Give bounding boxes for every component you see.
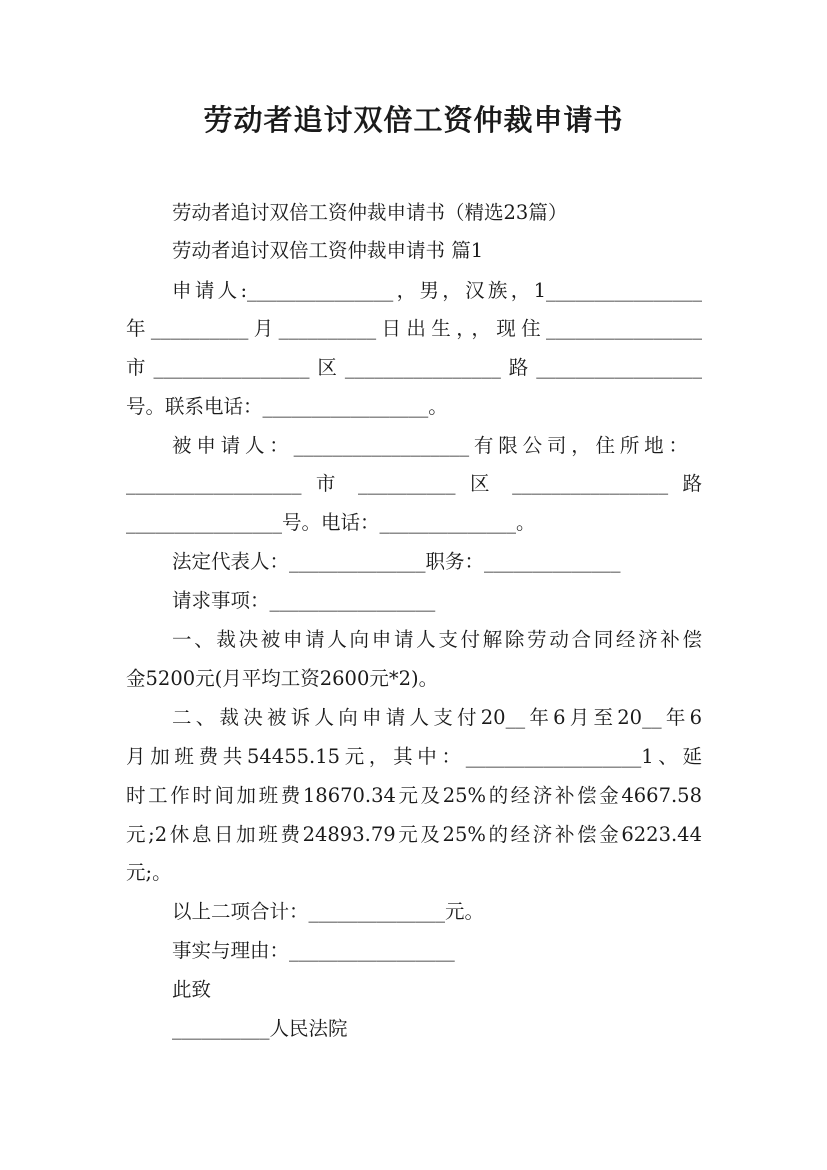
applicant-line: 申请人:_______________，男，汉族，1________________: [172, 279, 702, 302]
total-line: 以上二项合计：______________元。: [172, 900, 485, 923]
request-two-cont-line-1: 月加班费共54455.15元，其中：__________________1、延: [126, 745, 702, 768]
contact-phone-line: 号。联系电话：_________________。: [126, 395, 448, 418]
request-two-cont-line-4: 元;。: [126, 861, 172, 884]
request-two-cont-line-2: 时工作时间加班费18670.34元及25%的经济补偿金4667.58: [126, 784, 702, 807]
requests-line: 请求事项：_________________: [172, 589, 436, 612]
document-title: 劳动者追讨双倍工资仲裁申请书: [203, 103, 624, 137]
section-heading: 劳动者追讨双倍工资仲裁申请书 篇1: [172, 239, 484, 262]
salutation-line: 此致: [172, 978, 212, 1001]
legal-rep-line: 法定代表人：______________职务：______________: [172, 550, 621, 573]
court-line: __________人民法院: [172, 1017, 348, 1040]
respondent-address-line: __________________ 市 __________ 区 ________________ 路: [126, 472, 702, 495]
request-one-cont-line: 金5200元(月平均工资2600元*2)。: [126, 667, 439, 690]
subtitle-line: 劳动者追讨双倍工资仲裁申请书（精选23篇）: [172, 201, 568, 224]
facts-reasons-line: 事实与理由：_________________: [172, 939, 455, 962]
respondent-phone-line: ________________号。电话：______________。: [126, 511, 536, 534]
city-district-road-line: 市________________区________________路_________________: [126, 356, 703, 379]
request-one-line: 一、裁决被申请人向申请人支付解除劳动合同经济补偿: [172, 628, 702, 651]
respondent-line: 被申请人：__________________有限公司，住所地：: [172, 434, 688, 457]
request-two-cont-line-3: 元;2休息日加班费24893.79元及25%的经济补偿金6223.44: [126, 823, 702, 846]
birth-address-line: 年__________月__________日出生，，现住________________: [126, 317, 702, 340]
request-two-line: 二、裁决被诉人向申请人支付20__年6月至20__年6: [172, 706, 702, 729]
